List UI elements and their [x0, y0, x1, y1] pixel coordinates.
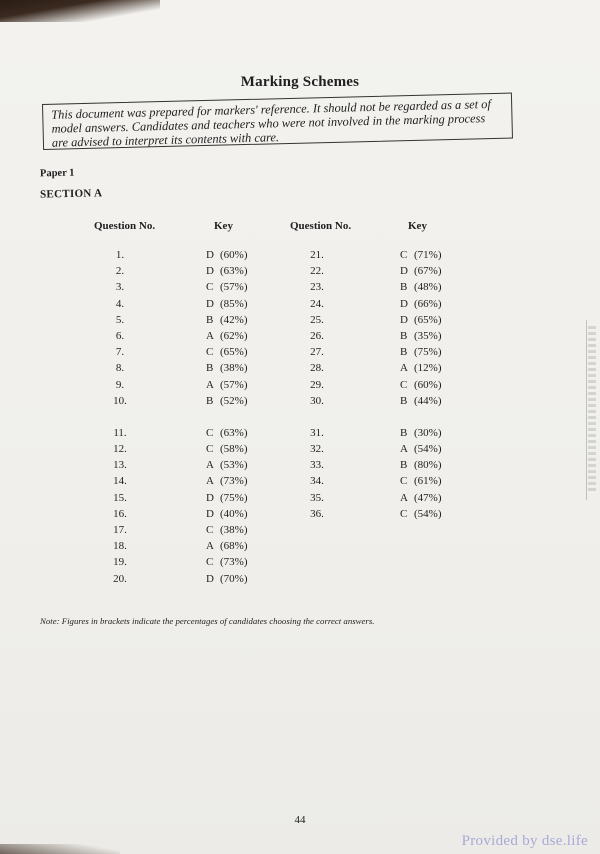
answer-key	[206, 328, 276, 344]
answer-letter: A	[400, 362, 408, 375]
question-number: 17.	[113, 524, 127, 536]
answer-key	[400, 360, 470, 376]
question-number: 7.	[115, 346, 125, 359]
question-number: 33.	[310, 459, 324, 472]
answer-letter: D	[206, 297, 214, 310]
answer-letter: B	[206, 362, 214, 375]
question-number: 35.	[310, 491, 324, 504]
header-key-right: Key	[408, 220, 427, 232]
library-stamp-icon	[586, 320, 597, 500]
answer-percentage: (30%)	[414, 426, 442, 439]
answer-percentage: (38%)	[220, 362, 248, 375]
left-key-column	[206, 247, 276, 587]
answer-letter: D	[206, 572, 214, 585]
answer-percentage: (75%)	[220, 491, 248, 504]
answer-key	[400, 247, 470, 263]
answer-letter: C	[400, 378, 408, 391]
question-number: 36.	[310, 507, 324, 520]
question-number: 5.	[115, 313, 125, 326]
answer-percentage: (54%)	[414, 507, 442, 520]
answer-percentage: (62%)	[220, 329, 248, 342]
question-number: 25.	[310, 313, 324, 326]
answer-key	[400, 377, 470, 393]
question-number: 11.	[113, 426, 127, 439]
answer-percentage: (80%)	[414, 459, 442, 472]
answer-letter: A	[206, 475, 214, 488]
question-number: 23.	[310, 281, 324, 294]
answer-key	[400, 263, 470, 279]
right-key-column	[400, 247, 470, 522]
answer-key	[206, 441, 276, 457]
question-number: 2.	[115, 265, 125, 278]
answer-percentage: (44%)	[414, 394, 442, 407]
answer-letter: B	[400, 329, 408, 342]
answer-letter: D	[206, 249, 214, 261]
paper-label: Paper 1	[39, 167, 75, 180]
answer-percentage: (68%)	[220, 540, 248, 553]
left-question-column	[100, 247, 140, 587]
answer-key	[206, 538, 276, 554]
answer-percentage: (65%)	[220, 346, 248, 359]
answer-percentage: (48%)	[414, 281, 442, 294]
scan-corner-shadow	[0, 0, 160, 22]
answer-letter: B	[400, 394, 408, 407]
notice-box: This document was prepared for markers' reference. It should not be regarded as a set of model answers. Candidates and teachers who were not involved in the marking process are advised to interpret its contents with care.	[42, 93, 513, 150]
question-number: 22.	[310, 265, 324, 278]
answer-key	[206, 377, 276, 393]
answer-letter: A	[206, 378, 214, 391]
answer-percentage: (40%)	[220, 507, 248, 520]
question-number: 18.	[113, 540, 127, 553]
answer-percentage: (42%)	[220, 313, 248, 326]
answer-key	[400, 490, 470, 506]
question-number: 9.	[115, 378, 125, 391]
question-number: 1.	[115, 249, 125, 261]
question-number: 12.	[113, 443, 127, 456]
answer-percentage: (54%)	[414, 443, 442, 456]
answer-key	[206, 279, 276, 295]
answer-key	[400, 457, 470, 473]
question-number: 16.	[113, 507, 127, 520]
footnote: Note: Figures in brackets indicate the percentages of candidates choosing the correct answers.	[40, 616, 375, 626]
question-number: 32.	[310, 443, 324, 456]
question-number: 30.	[310, 394, 324, 407]
answer-key	[400, 506, 470, 522]
question-number: 14.	[113, 475, 127, 488]
answer-key	[400, 279, 470, 295]
question-number: 6.	[115, 329, 125, 342]
answer-key	[400, 312, 470, 328]
answer-percentage: (60%)	[414, 378, 442, 391]
page-title: Marking Schemes	[240, 74, 360, 90]
answer-letter: D	[206, 491, 214, 504]
question-number: 26.	[310, 329, 324, 342]
answer-letter: C	[206, 524, 214, 536]
right-question-column	[297, 247, 337, 522]
question-number: 24.	[310, 297, 324, 310]
answer-key	[206, 425, 276, 441]
answer-key	[206, 457, 276, 473]
answer-percentage: (12%)	[414, 362, 442, 375]
answer-key	[400, 328, 470, 344]
answer-letter: A	[400, 443, 408, 456]
watermark: Provided by dse.life	[461, 833, 588, 849]
question-number: 21.	[310, 249, 324, 261]
answer-percentage: (57%)	[220, 378, 248, 391]
scan-bottom-shadow	[0, 844, 120, 854]
answer-key	[206, 571, 276, 587]
answer-letter: B	[206, 394, 214, 407]
answer-percentage: (65%)	[414, 313, 442, 326]
answer-percentage: (66%)	[414, 297, 442, 310]
answer-letter: D	[400, 313, 408, 326]
answer-key	[206, 473, 276, 489]
answer-percentage: (52%)	[220, 394, 248, 407]
answer-letter: C	[206, 281, 214, 294]
answer-percentage: (35%)	[414, 329, 442, 342]
question-number: 34.	[310, 475, 324, 488]
answer-letter: D	[206, 507, 214, 520]
answer-percentage: (53%)	[220, 459, 248, 472]
question-number: 20.	[113, 572, 127, 585]
answer-percentage: (58%)	[220, 443, 248, 456]
answer-key	[206, 296, 276, 312]
answer-letter: B	[400, 459, 408, 472]
answer-letter: D	[400, 265, 408, 278]
answer-letter: C	[206, 556, 214, 569]
answer-key	[400, 296, 470, 312]
answer-percentage: (73%)	[220, 475, 248, 488]
answer-letter: D	[206, 265, 214, 278]
answer-key	[206, 344, 276, 360]
answer-letter: C	[206, 346, 214, 359]
answer-percentage: (57%)	[220, 281, 248, 294]
answer-letter: C	[400, 475, 408, 488]
question-number: 4.	[115, 297, 125, 310]
answer-letter: B	[400, 281, 408, 294]
answer-letter: C	[400, 249, 408, 261]
answer-letter: D	[400, 297, 408, 310]
question-number: 31.	[310, 426, 324, 439]
header-question-no-right: Question No.	[290, 220, 352, 232]
answer-percentage: (60%)	[220, 249, 248, 261]
answer-percentage: (73%)	[220, 556, 248, 569]
answer-key	[206, 490, 276, 506]
answer-key	[206, 393, 276, 409]
answer-percentage: (47%)	[414, 491, 442, 504]
answer-letter: A	[206, 540, 214, 553]
header-key-left: Key	[214, 220, 233, 232]
answer-percentage: (67%)	[414, 265, 442, 278]
answer-key	[206, 247, 276, 263]
answer-percentage: (75%)	[414, 346, 442, 359]
answer-percentage: (38%)	[220, 524, 248, 536]
answer-percentage: (63%)	[220, 426, 248, 439]
question-number: 8.	[115, 362, 125, 375]
question-number: 29.	[310, 378, 324, 391]
answer-letter: C	[206, 443, 214, 456]
answer-key	[206, 522, 276, 538]
answer-percentage: (61%)	[414, 475, 442, 488]
answer-key	[206, 263, 276, 279]
question-number: 27.	[310, 346, 324, 359]
answer-percentage: (71%)	[414, 249, 442, 261]
answer-percentage: (63%)	[220, 265, 248, 278]
answer-letter: B	[206, 313, 214, 326]
header-question-no-left: Question No.	[94, 220, 156, 232]
question-number: 28.	[310, 362, 324, 375]
answer-key	[400, 473, 470, 489]
answer-key	[400, 344, 470, 360]
answer-letter: A	[400, 491, 408, 504]
answer-letter: C	[400, 507, 408, 520]
answer-percentage: (70%)	[220, 572, 248, 585]
answer-key	[206, 312, 276, 328]
answer-letter: A	[206, 459, 214, 472]
section-label: SECTION A	[39, 187, 103, 201]
answer-key	[206, 554, 276, 570]
answer-key	[400, 441, 470, 457]
question-number: 13.	[113, 459, 127, 472]
answer-letter: B	[400, 346, 408, 359]
answer-key	[400, 393, 470, 409]
question-number: 15.	[113, 491, 127, 504]
answer-key	[400, 425, 470, 441]
answer-key	[206, 360, 276, 376]
answer-percentage: (85%)	[220, 297, 248, 310]
answer-letter: B	[400, 426, 408, 439]
answer-letter: C	[206, 426, 214, 439]
question-number: 19.	[113, 556, 127, 569]
answer-letter: A	[206, 329, 214, 342]
answer-key	[206, 506, 276, 522]
page-number: 44	[294, 814, 306, 826]
question-number: 3.	[115, 281, 125, 294]
question-number: 10.	[113, 394, 127, 407]
